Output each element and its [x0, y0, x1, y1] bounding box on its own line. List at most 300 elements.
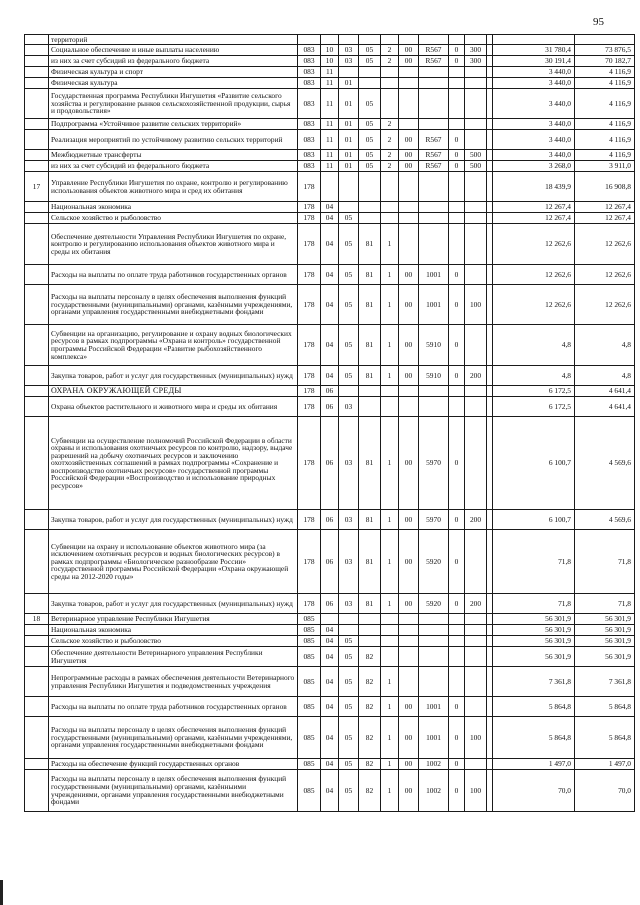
code-cell: 178 [298, 265, 321, 285]
code-cell: 11 [321, 89, 339, 119]
table-row [25, 202, 635, 213]
code-cell [449, 67, 465, 78]
code-cell: 1 [381, 697, 399, 717]
code-cell: 0 [449, 325, 465, 366]
row-number-cell [25, 67, 49, 78]
code-cell [465, 697, 487, 717]
code-cell: 05 [359, 56, 381, 67]
code-cell: 0 [449, 417, 465, 510]
code-cell: 04 [321, 224, 339, 265]
code-cell [419, 667, 449, 697]
code-cell: 11 [321, 78, 339, 89]
code-cell: 01 [339, 150, 359, 161]
row-number-cell [25, 325, 49, 366]
description-cell: Закупка товаров, работ и услуг для государственных (муниципальных) нужд [49, 594, 298, 614]
code-cell [419, 386, 449, 397]
description-cell: Управление Республики Ингушетия по охране, контролю и регулированию использования объектов животного мира и сред их обитания [49, 172, 298, 202]
code-cell: 2 [381, 56, 399, 67]
amount-cell: 1 497,0 [493, 759, 575, 770]
amount-cell: 5 864,8 [493, 717, 575, 759]
amount-cell: 73 876,5 [575, 45, 635, 56]
table-row [25, 45, 635, 56]
code-cell [465, 759, 487, 770]
table-row [25, 510, 635, 530]
code-cell: 5920 [419, 530, 449, 594]
code-cell: 178 [298, 530, 321, 594]
code-cell [419, 172, 449, 202]
code-cell [449, 202, 465, 213]
code-cell: 06 [321, 397, 339, 417]
code-cell [339, 386, 359, 397]
row-number-cell [25, 213, 49, 224]
table-row [25, 35, 635, 45]
table-row [25, 56, 635, 67]
code-cell: 178 [298, 213, 321, 224]
table-row [25, 647, 635, 667]
code-cell: 1 [381, 770, 399, 812]
amount-cell: 71,8 [493, 594, 575, 614]
code-cell: 05 [359, 130, 381, 150]
table-row [25, 89, 635, 119]
code-cell: 00 [399, 697, 419, 717]
table-row [25, 397, 635, 417]
row-number-cell [25, 224, 49, 265]
description-cell: Расходы на обеспечение функций государственных органов [49, 759, 298, 770]
amount-cell: 4 116,9 [575, 67, 635, 78]
code-cell: 06 [321, 594, 339, 614]
code-cell: 085 [298, 770, 321, 812]
code-cell [359, 625, 381, 636]
code-cell: 1 [381, 759, 399, 770]
description-cell: Обеспечение деятельности Управления Республики Ингушетия по охране, контролю и регулированию использования объектов животного мира и среды их обитания [49, 224, 298, 265]
description-cell: Физическая культура [49, 78, 298, 89]
row-number-cell [25, 161, 49, 172]
code-cell: 178 [298, 594, 321, 614]
amount-cell: 4 569,6 [575, 510, 635, 530]
code-cell [465, 397, 487, 417]
amount-cell: 12 267,4 [493, 202, 575, 213]
description-cell: Обеспечение деятельности Ветеринарного управления Республики Ингушетия [49, 647, 298, 667]
description-cell: Субвенции на осуществление полномочий Российской Федерации в области охраны и использования охотничьих ресурсов по контролю, надзору, выдаче разрешений на добычу охотничьих ресурсов и заключению охотхозяйственных соглашений в рамках подпрограммы «Сохранение и воспроизводство охотничьих ресурсов» государственной программы Российской Федерации «Воспроизводство и использование природных ресурсов» [49, 417, 298, 510]
description-cell: Субвенции на организацию, регулирование и охрану водных биологических ресурсов в рамках подпрограммы «Охрана и контроль» государственной программы Российской Федерации «Развитие рыбохозяйственного комплекса» [49, 325, 298, 366]
code-cell: 81 [359, 366, 381, 386]
amount-cell: 16 908,8 [575, 172, 635, 202]
code-cell: 05 [359, 150, 381, 161]
code-cell: 0 [449, 717, 465, 759]
code-cell: 11 [321, 119, 339, 130]
row-number-cell [25, 647, 49, 667]
code-cell: 01 [339, 89, 359, 119]
code-cell: 00 [399, 150, 419, 161]
code-cell [449, 172, 465, 202]
code-cell: 01 [339, 161, 359, 172]
code-cell [465, 614, 487, 625]
code-cell [399, 119, 419, 130]
code-cell [339, 35, 359, 45]
table-row [25, 594, 635, 614]
code-cell [465, 530, 487, 594]
amount-cell: 71,8 [575, 530, 635, 594]
code-cell: 5920 [419, 594, 449, 614]
code-cell: 1 [381, 717, 399, 759]
row-number-cell: 18 [25, 614, 49, 625]
code-cell [449, 119, 465, 130]
code-cell: 04 [321, 770, 339, 812]
code-cell: 04 [321, 366, 339, 386]
code-cell: 05 [359, 89, 381, 119]
row-number-cell [25, 667, 49, 697]
amount-cell: 12 267,4 [575, 213, 635, 224]
amount-cell: 12 262,6 [493, 265, 575, 285]
row-number-cell [25, 759, 49, 770]
code-cell [359, 614, 381, 625]
code-cell: 083 [298, 89, 321, 119]
amount-cell: 70,0 [493, 770, 575, 812]
code-cell: 0 [449, 697, 465, 717]
row-number-cell [25, 285, 49, 325]
amount-cell: 12 262,6 [575, 285, 635, 325]
code-cell: 00 [399, 56, 419, 67]
code-cell: 085 [298, 647, 321, 667]
code-cell [449, 614, 465, 625]
amount-cell: 12 262,6 [493, 224, 575, 265]
code-cell: 05 [339, 667, 359, 697]
code-cell [399, 89, 419, 119]
code-cell [381, 202, 399, 213]
amount-cell: 30 191,4 [493, 56, 575, 67]
code-cell [339, 625, 359, 636]
code-cell [359, 397, 381, 417]
description-cell: ОХРАНА ОКРУЖАЮЩЕЙ СРЕДЫ [49, 386, 298, 397]
code-cell: 01 [339, 119, 359, 130]
description-cell: Ветеринарное управление Республики Ингушетия [49, 614, 298, 625]
code-cell: 2 [381, 119, 399, 130]
code-cell: 03 [339, 510, 359, 530]
code-cell: 10 [321, 45, 339, 56]
code-cell: 81 [359, 417, 381, 510]
amount-cell: 56 301,9 [493, 647, 575, 667]
code-cell: 1 [381, 417, 399, 510]
code-cell [399, 625, 419, 636]
code-cell: 05 [339, 265, 359, 285]
amount-cell: 4 116,9 [575, 130, 635, 150]
code-cell: 03 [339, 45, 359, 56]
row-number-cell [25, 594, 49, 614]
code-cell [399, 202, 419, 213]
code-cell [399, 213, 419, 224]
table-row [25, 614, 635, 625]
code-cell [399, 35, 419, 45]
code-cell [321, 172, 339, 202]
code-cell [465, 35, 487, 45]
code-cell: 06 [321, 386, 339, 397]
code-cell [381, 386, 399, 397]
code-cell: 085 [298, 614, 321, 625]
description-cell: Реализация мероприятий по устойчивому развитию сельских территорий [49, 130, 298, 150]
table-row [25, 636, 635, 647]
code-cell: 05 [359, 119, 381, 130]
code-cell [399, 78, 419, 89]
code-cell [465, 89, 487, 119]
code-cell [465, 647, 487, 667]
code-cell [419, 614, 449, 625]
code-cell [381, 647, 399, 667]
amount-cell: 7 361,8 [575, 667, 635, 697]
code-cell: 100 [465, 770, 487, 812]
code-cell: 500 [465, 150, 487, 161]
code-cell: R567 [419, 130, 449, 150]
code-cell: 05 [359, 161, 381, 172]
code-cell: 1 [381, 510, 399, 530]
table-row [25, 625, 635, 636]
code-cell: 1 [381, 366, 399, 386]
table-row [25, 224, 635, 265]
amount-cell: 12 262,6 [575, 224, 635, 265]
code-cell: 178 [298, 285, 321, 325]
code-cell: 178 [298, 510, 321, 530]
budget-table-body [25, 35, 635, 812]
amount-cell: 5 864,8 [575, 717, 635, 759]
code-cell: 05 [339, 717, 359, 759]
amount-cell: 4,8 [575, 366, 635, 386]
amount-cell: 4,8 [493, 366, 575, 386]
code-cell: 04 [321, 625, 339, 636]
description-cell: Государственная программа Республики Ингушетия «Развитие сельского хозяйства и регулирование рынков сельскохозяйственной продукции, сырья и продовольствия» [49, 89, 298, 119]
code-cell: 178 [298, 202, 321, 213]
amount-cell: 3 440,0 [493, 150, 575, 161]
code-cell: 00 [399, 759, 419, 770]
row-number-cell [25, 770, 49, 812]
amount-cell: 3 440,0 [493, 67, 575, 78]
code-cell: 083 [298, 150, 321, 161]
amount-cell: 4 116,9 [575, 119, 635, 130]
code-cell [419, 397, 449, 417]
amount-cell: 4 116,9 [575, 78, 635, 89]
code-cell: 03 [339, 530, 359, 594]
code-cell [465, 130, 487, 150]
code-cell [381, 213, 399, 224]
code-cell [465, 325, 487, 366]
code-cell: 0 [449, 285, 465, 325]
code-cell: 11 [321, 161, 339, 172]
description-cell: Национальная экономика [49, 202, 298, 213]
code-cell [321, 614, 339, 625]
amount-cell: 1 497,0 [575, 759, 635, 770]
code-cell [381, 397, 399, 417]
amount-cell: 3 268,0 [493, 161, 575, 172]
amount-cell: 56 301,9 [493, 614, 575, 625]
table-row [25, 172, 635, 202]
code-cell: 1002 [419, 759, 449, 770]
code-cell: 178 [298, 172, 321, 202]
row-number-cell [25, 119, 49, 130]
code-cell [381, 625, 399, 636]
amount-cell [493, 35, 575, 45]
description-cell: Охрана объектов растительного и животного мира и среды их обитания [49, 397, 298, 417]
table-row [25, 161, 635, 172]
amount-cell: 4 116,9 [575, 89, 635, 119]
code-cell [381, 35, 399, 45]
amount-cell: 3 440,0 [493, 130, 575, 150]
code-cell [399, 224, 419, 265]
description-cell: Сельское хозяйство и рыболовство [49, 213, 298, 224]
code-cell: 00 [399, 285, 419, 325]
code-cell: 178 [298, 397, 321, 417]
code-cell [381, 78, 399, 89]
code-cell: 085 [298, 636, 321, 647]
code-cell: 05 [339, 224, 359, 265]
code-cell: 083 [298, 45, 321, 56]
code-cell [419, 224, 449, 265]
code-cell: 00 [399, 530, 419, 594]
row-number-cell [25, 510, 49, 530]
code-cell: 0 [449, 265, 465, 285]
row-number-cell [25, 717, 49, 759]
code-cell: 1 [381, 325, 399, 366]
code-cell: 81 [359, 325, 381, 366]
code-cell: 00 [399, 366, 419, 386]
code-cell: 06 [321, 530, 339, 594]
table-row [25, 759, 635, 770]
description-cell: Сельское хозяйство и рыболовство [49, 636, 298, 647]
row-number-cell [25, 625, 49, 636]
row-number-cell [25, 265, 49, 285]
code-cell [359, 35, 381, 45]
code-cell [465, 386, 487, 397]
code-cell: 00 [399, 417, 419, 510]
code-cell: 200 [465, 594, 487, 614]
code-cell: 10 [321, 56, 339, 67]
table-row [25, 530, 635, 594]
amount-cell: 7 361,8 [493, 667, 575, 697]
code-cell [465, 265, 487, 285]
code-cell: 05 [339, 647, 359, 667]
code-cell: 82 [359, 770, 381, 812]
code-cell: 2 [381, 45, 399, 56]
code-cell [465, 625, 487, 636]
row-number-cell [25, 89, 49, 119]
code-cell: 01 [339, 130, 359, 150]
table-row [25, 130, 635, 150]
description-cell: из них за счет субсидий из федерального бюджета [49, 56, 298, 67]
row-number-cell [25, 417, 49, 510]
amount-cell: 56 301,9 [493, 636, 575, 647]
code-cell [465, 224, 487, 265]
code-cell [465, 213, 487, 224]
code-cell: 04 [321, 636, 339, 647]
row-number-cell [25, 150, 49, 161]
amount-cell: 12 262,6 [575, 265, 635, 285]
code-cell: 00 [399, 717, 419, 759]
code-cell: 04 [321, 202, 339, 213]
code-cell: 0 [449, 161, 465, 172]
amount-cell: 71,8 [575, 594, 635, 614]
code-cell [419, 636, 449, 647]
code-cell [449, 647, 465, 667]
amount-cell: 56 301,9 [575, 614, 635, 625]
amount-cell: 12 267,4 [493, 213, 575, 224]
code-cell: 2 [381, 130, 399, 150]
code-cell: 82 [359, 667, 381, 697]
code-cell: 00 [399, 130, 419, 150]
code-cell [449, 636, 465, 647]
amount-cell: 12 267,4 [575, 202, 635, 213]
code-cell: 1001 [419, 697, 449, 717]
table-row [25, 78, 635, 89]
code-cell: 0 [449, 530, 465, 594]
budget-table [24, 34, 635, 812]
code-cell [465, 119, 487, 130]
code-cell: 05 [359, 45, 381, 56]
code-cell: 04 [321, 213, 339, 224]
table-row [25, 325, 635, 366]
amount-cell: 3 440,0 [493, 89, 575, 119]
code-cell [298, 35, 321, 45]
amount-cell: 18 439,9 [493, 172, 575, 202]
code-cell [465, 667, 487, 697]
code-cell [381, 89, 399, 119]
code-cell [359, 386, 381, 397]
code-cell [419, 35, 449, 45]
description-cell: Закупка товаров, работ и услуг для государственных (муниципальных) нужд [49, 366, 298, 386]
amount-cell: 6 100,7 [493, 510, 575, 530]
code-cell: 2 [381, 161, 399, 172]
amount-cell: 3 440,0 [493, 119, 575, 130]
code-cell [399, 67, 419, 78]
code-cell: 04 [321, 265, 339, 285]
code-cell: 178 [298, 417, 321, 510]
code-cell [359, 67, 381, 78]
table-row [25, 366, 635, 386]
code-cell: 05 [339, 285, 359, 325]
code-cell: 04 [321, 647, 339, 667]
code-cell [449, 625, 465, 636]
code-cell [359, 78, 381, 89]
code-cell: 81 [359, 530, 381, 594]
code-cell: 0 [449, 510, 465, 530]
row-number-cell [25, 78, 49, 89]
code-cell [419, 213, 449, 224]
code-cell: 05 [339, 213, 359, 224]
description-cell: Субвенции на охрану и использование объектов животного мира (за исключением охотничьих ресурсов и водных биологических ресурсов) в рамках подпрограммы «Биологическое разнообразие России» государственной программы Российской Федерации «Охрана окружающей среды на 2012-2020 годы» [49, 530, 298, 594]
row-number-cell [25, 397, 49, 417]
code-cell: 05 [339, 325, 359, 366]
code-cell: 03 [339, 594, 359, 614]
code-cell: 11 [321, 130, 339, 150]
description-cell: Закупка товаров, работ и услуг для государственных (муниципальных) нужд [49, 510, 298, 530]
code-cell [381, 67, 399, 78]
amount-cell [575, 35, 635, 45]
code-cell: 178 [298, 366, 321, 386]
code-cell [449, 397, 465, 417]
amount-cell: 12 262,6 [493, 285, 575, 325]
code-cell: 1 [381, 265, 399, 285]
code-cell: 04 [321, 717, 339, 759]
code-cell [359, 172, 381, 202]
code-cell: 0 [449, 130, 465, 150]
table-row [25, 213, 635, 224]
code-cell [419, 647, 449, 667]
code-cell [465, 636, 487, 647]
code-cell [449, 213, 465, 224]
code-cell: 0 [449, 366, 465, 386]
code-cell: 1001 [419, 285, 449, 325]
code-cell: 05 [339, 759, 359, 770]
description-cell: Расходы на выплаты по оплате труда работников государственных органов [49, 697, 298, 717]
amount-cell: 4 569,6 [575, 417, 635, 510]
code-cell: 82 [359, 647, 381, 667]
code-cell: 5970 [419, 417, 449, 510]
